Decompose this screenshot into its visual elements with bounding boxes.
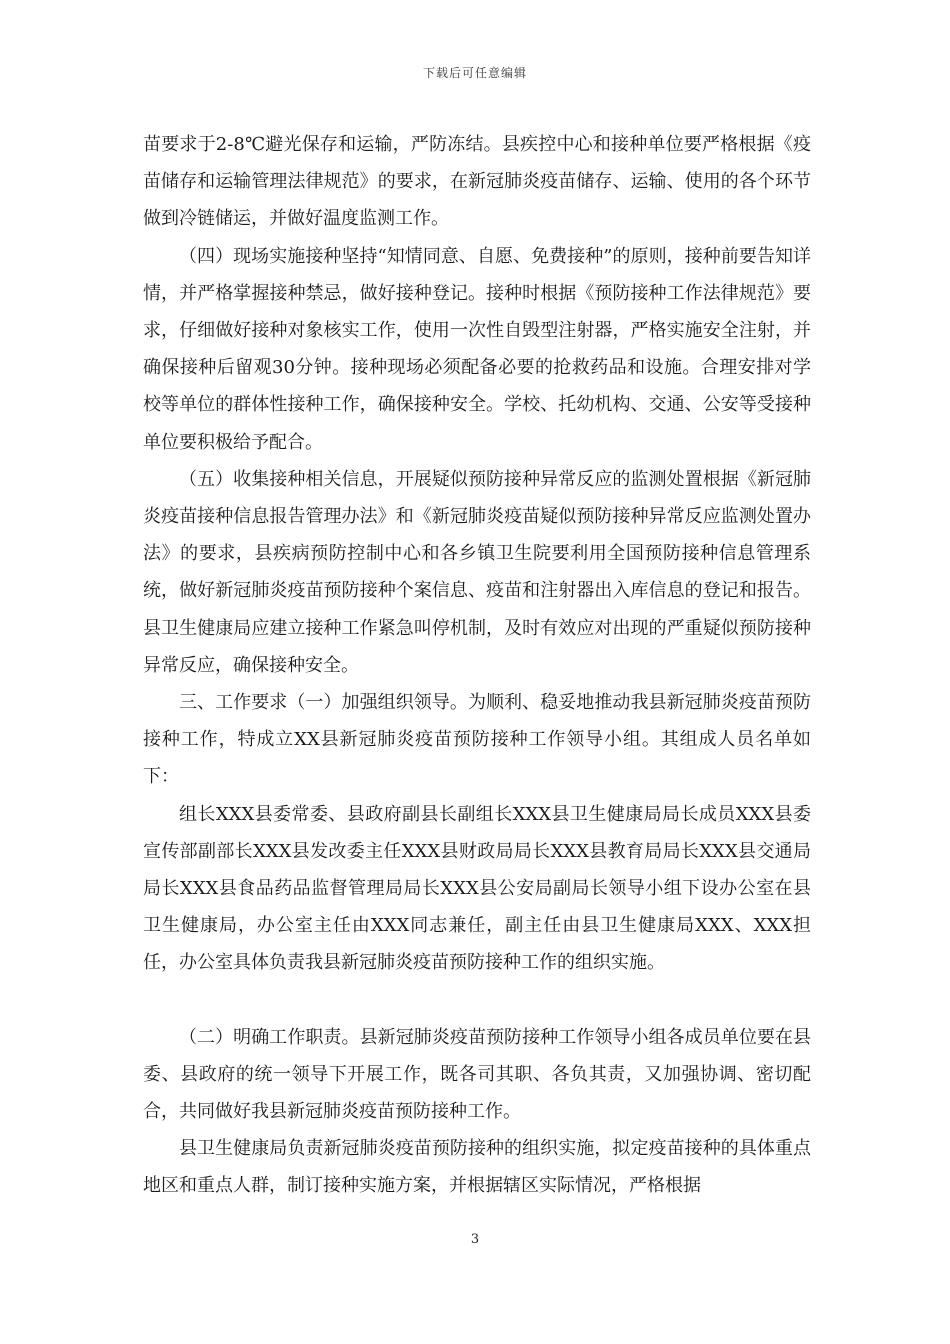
paragraph-vaccine-storage: 苗要求于2-8℃避光保存和运输，严防冻结。县疾控中心和接种单位要严格根据《疫苗储存和运输管理法律规范》的要求，在新冠肺炎疫苗储存、运输、使用的各个环节做到冷链储运，并做好温度监测工作。	[143, 134, 811, 230]
page-number: 3	[470, 1232, 480, 1247]
paragraph-work-responsibilities: （二）明确工作职责。县新冠肺炎疫苗预防接种工作领导小组各成员单位要在县委、县政府的统一领导下开展工作，既各司其职、各负其责，又加强协调、密切配合，共同做好我县新冠肺炎疫苗预防接种工作。	[143, 1026, 811, 1123]
page-header: 下载后可任意编辑	[422, 66, 527, 80]
document-body	[143, 126, 811, 1205]
paragraph-leadership-group-list: 组长XXX县委常委、县政府副县长副组长XXX县卫生健康局局长成员XXX县委宣传部副部长XXX县发改委主任XXX县财政局局长XXX县教育局局长XXX县交通局局长XXX县食品药品监督管理局局长XXX县公安局副局长领导小组下设办公室在县卫生健康局，办公室主任由XXX同志兼任，副主任由县卫生健康局XXX、XXX担任，办公室具体负责我县新冠肺炎疫苗预防接种工作的组织实施。	[143, 803, 811, 974]
paragraph-work-requirements: 三、工作要求（一）加强组织领导。为顺利、稳妥地推动我县新冠肺炎疫苗预防接种工作，特成立XX县新冠肺炎疫苗预防接种工作领导小组。其组成人员名单如下：	[143, 692, 811, 788]
paragraph-health-bureau-duties: 县卫生健康局负责新冠肺炎疫苗预防接种的组织实施，拟定疫苗接种的具体重点地区和重点人群，制订接种实施方案，并根据辖区实际情况，严格根据	[143, 1138, 811, 1197]
paragraph-information-monitoring: （五）收集接种相关信息，开展疑似预防接种异常反应的监测处置根据《新冠肺炎疫苗接种信息报告管理办法》和《新冠肺炎疫苗疑似预防接种异常反应监测处置办法》的要求，县疾病预防控制中心和各乡镇卫生院要利用全国预防接种信息管理系统，做好新冠肺炎疫苗预防接种个案信息、疫苗和注射器出入库信息的登记和报告。县卫生健康局应建立接种工作紧急叫停机制，及时有效应对出现的严重疑似预防接种异常反应，确保接种安全。	[143, 468, 811, 676]
paragraph-onsite-vaccination: （四）现场实施接种坚持“知情同意、自愿、免费接种”的原则，接种前要告知详情，并严格掌握接种禁忌，做好接种登记。接种时根据《预防接种工作法律规范》要求，仔细做好接种对象核实工作，使用一次性自毁型注射器，严格实施安全注射，并确保接种后留观30分钟。接种现场必须配备必要的抢救药品和设施。合理安排对学校等单位的群体性接种工作，确保接种安全。学校、托幼机构、交通、公安等受接种单位要积极给予配合。	[143, 245, 811, 453]
paragraph-spacer	[143, 982, 811, 1019]
